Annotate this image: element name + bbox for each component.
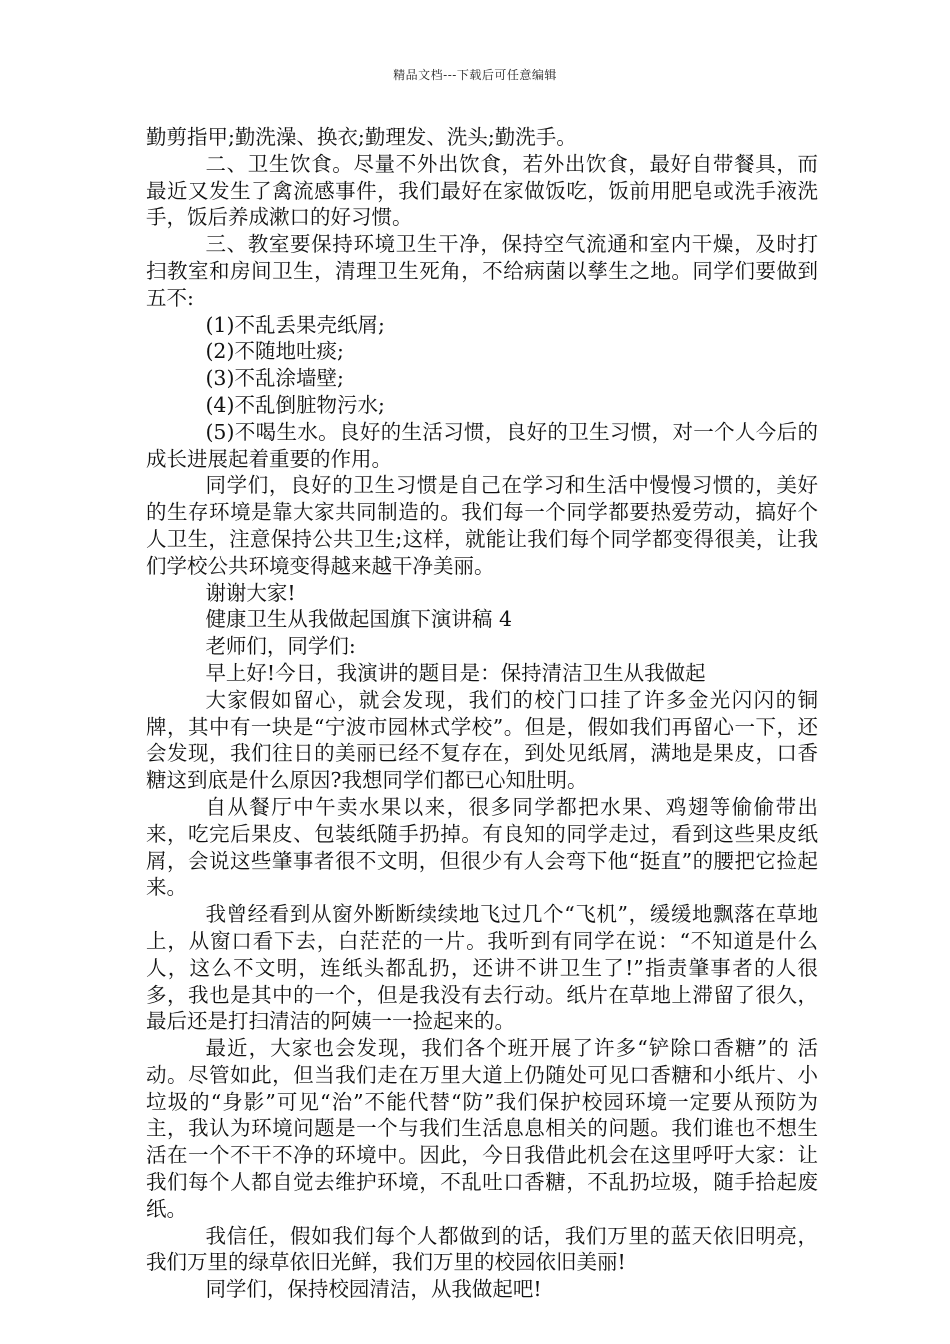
paragraph: 早上好!今日，我演讲的题目是：保持清洁卫生从我做起 [205,660,706,685]
salutation: 老师们，同学们: [205,634,356,659]
list-item: (3)不乱涂墙壁; [205,366,344,391]
paragraph: 三、教室要保持环境卫生干净，保持空气流通和室内干燥，及时打扫教室和房间卫生，清理卫生死角，不给病菌以孳生之地。同学们要做到五不: [146,232,818,310]
paragraph: 同学们，良好的卫生习惯是自己在学习和生活中慢慢习惯的，美好的生存环境是靠大家共同制造的。我们每一个同学都要热爱劳动，搞好个人卫生，注意保持公共卫生;这样，就能让我们每个同学都变得很美，让我们学校公共环境变得越来越干净美丽。 [146,473,818,578]
list-item: (2)不随地吐痰; [205,339,344,364]
list-item: (5)不喝生水。良好的生活习惯，良好的卫生习惯，对一个人今后的成长进展起着重要的作用。 [146,419,818,471]
list-item: (1)不乱丢果壳纸屑; [205,312,385,337]
paragraph: 谢谢大家! [205,580,296,605]
section-title: 健康卫生从我做起国旗下演讲稿 4 [205,607,512,632]
paragraph: 最近，大家也会发现，我们各个班开展了许多“铲除口香糖”的 活动。尽管如此，但当我们走在万里大道上仍随处可见口香糖和小纸片、小垃圾的“身影”可见“治”不能代替“防”我们保护校园环境一定要从预防为主，我认为环境问题是一个与我们生活息息相关的问题。我们谁也不想生活在一个不干不净的环境中。因此，今日我借此机会在这里呼吁大家：让我们每个人都自觉去维护环境，不乱吐口香糖，不乱扔垃圾，随手拾起废纸。 [146,1036,818,1221]
paragraph: 二、卫生饮食。尽量不外出饮食，若外出饮食，最好自带餐具，而最近又发生了禽流感事件，我们最好在家做饭吃，饭前用肥皂或洗手液洗手，饭后养成漱口的好习惯。 [146,151,818,230]
paragraph: 同学们，保持校园清洁，从我做起吧! [205,1277,542,1302]
paragraph: 我曾经看到从窗外断断续续地飞过几个“飞机”，缓缓地飘落在草地上，从窗口看下去，白茫茫的一片。我听到有同学在说：“不知道是什么人，这么不文明，连纸头都乱扔，还讲不讲卫生了!”指责肇事者的人很多，我也是其中的一个，但是我没有去行动。纸片在草地上滞留了很久，最后还是打扫清洁的阿姨一一捡起来的。 [146,902,818,1034]
list-item: (4)不乱倒脏物污水; [205,392,385,417]
paragraph: 我信任，假如我们每个人都做到的话，我们万里的蓝天依旧明亮，我们万里的绿草依旧光鲜，我们万里的校园依旧美丽! [146,1223,818,1275]
document-body [146,124,818,1303]
page-header: 精品文档---下载后可任意编辑 [393,68,557,82]
paragraph: 自从餐厅中午卖水果以来，很多同学都把水果、鸡翅等偷偷带出来，吃完后果皮、包装纸随手扔掉。有良知的同学走过，看到这些果皮纸屑，会说这些肇事者很不文明，但很少有人会弯下他“挺直”的腰把它捡起来。 [146,794,818,900]
paragraph: 大家假如留心，就会发现，我们的校门口挂了许多金光闪闪的铜牌，其中有一块是“宁波市园林式学校”。但是，假如我们再留心一下，还会发现，我们往日的美丽已经不复存在，到处见纸屑，满地是果皮，口香糖这到底是什么原因?我想同学们都已心知肚明。 [146,687,818,793]
paragraph: 勤剪指甲;勤洗澡、换衣;勤理发、洗头;勤洗手。 [146,125,577,149]
